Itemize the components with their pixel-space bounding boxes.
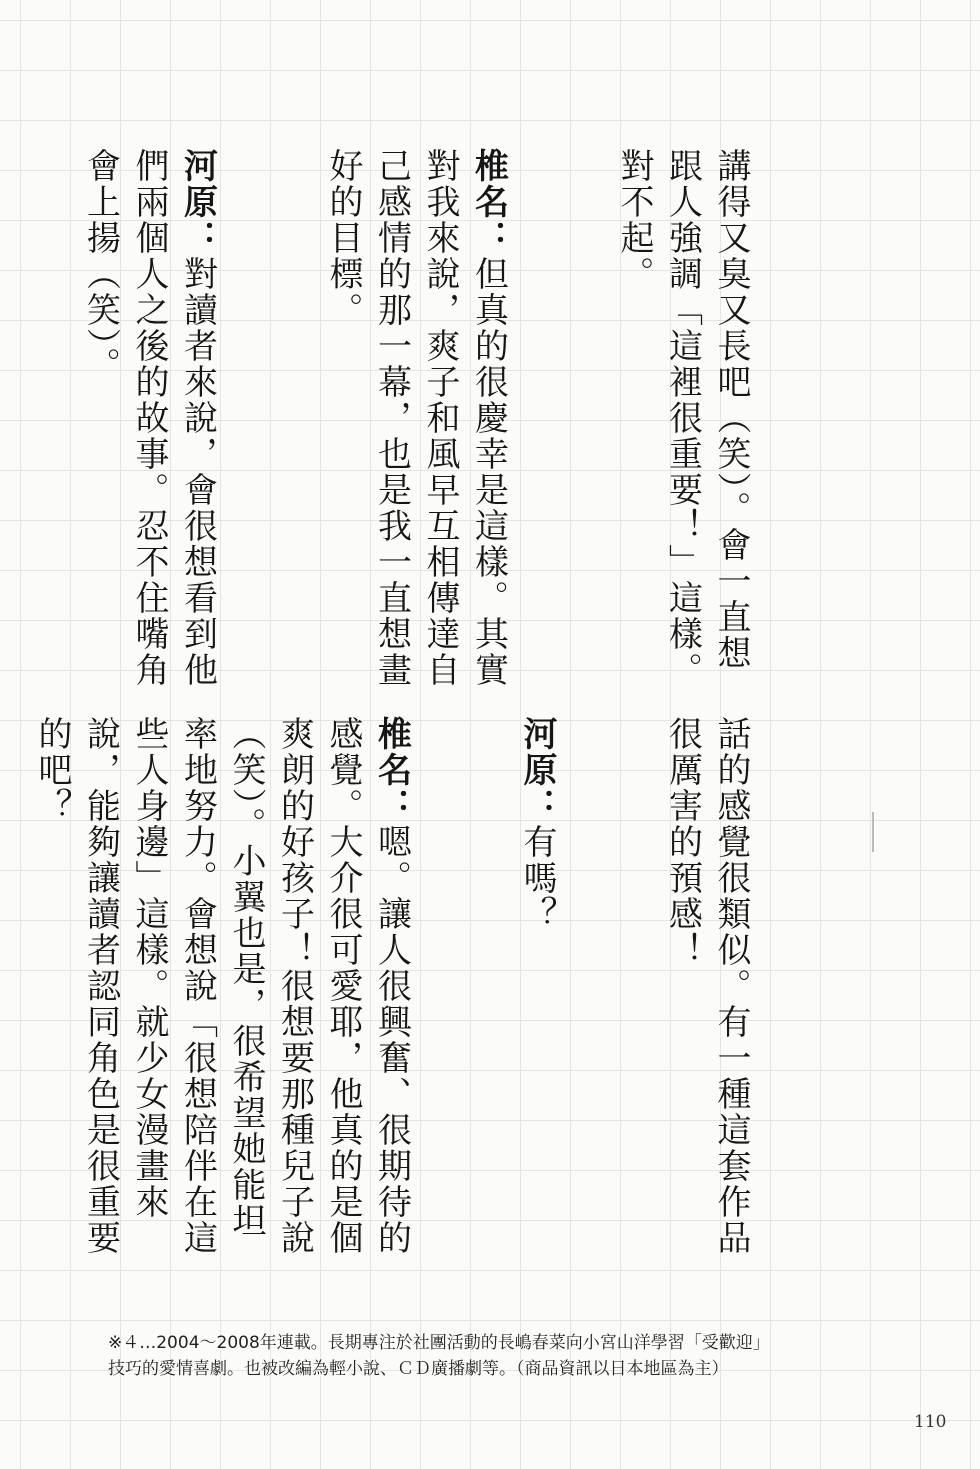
paragraph: 河原：有嗎？ (517, 716, 557, 932)
margin-mark (872, 812, 874, 852)
paragraph: 椎名：但真的很慶幸是這樣。其實對我來說，爽子和風早互相傳達自己感情的那一幕，也是我一直想畫好的目標。 (323, 148, 509, 688)
paragraph: 河原：對讀者來說，會很想看到他們兩個人之後的故事。忍不住嘴角會上揚（笑）。 (80, 148, 218, 688)
bottom-text-column-block (32, 716, 852, 1256)
speaker-label: 椎名： (468, 148, 509, 256)
speaker-label: 椎名： (371, 716, 412, 824)
top-text-column-block (80, 148, 852, 688)
speaker-label: 河原： (517, 716, 557, 824)
speaker-label: 河原： (177, 148, 218, 256)
paragraph: 講得又臭又長吧（笑）。會一直想跟人強調「這裡很重要！」這樣。對不起。 (614, 148, 751, 688)
footnote (108, 1330, 898, 1382)
paragraph: 話的感覺很類似。有一種這套作品很厲害的預感！ (662, 716, 751, 1256)
footnote-line: ※４…2004～2008年連載。長期專注於社團活動的長嶋春菜向小宮山洋學習「受歡迎」 (108, 1333, 770, 1353)
footnote-line: 技巧的愛情喜劇。也被改編為輕小說、ＣＤ廣播劇等。（商品資訊以日本地區為主） (108, 1359, 729, 1379)
paragraph: 椎名：嗯。讓人很興奮、很期待的感覺。大介很可愛耶，他真的是個爽朗的好孩子！很想要那種兒子說（笑）。小翼也是，很希望她能坦率地努力。會想說「很想陪伴在這些人身邊」這樣。就少女漫畫來說，能夠讓讀者認同角色是很重要的吧？ (32, 716, 412, 1256)
page-number: 110 (914, 1412, 947, 1432)
